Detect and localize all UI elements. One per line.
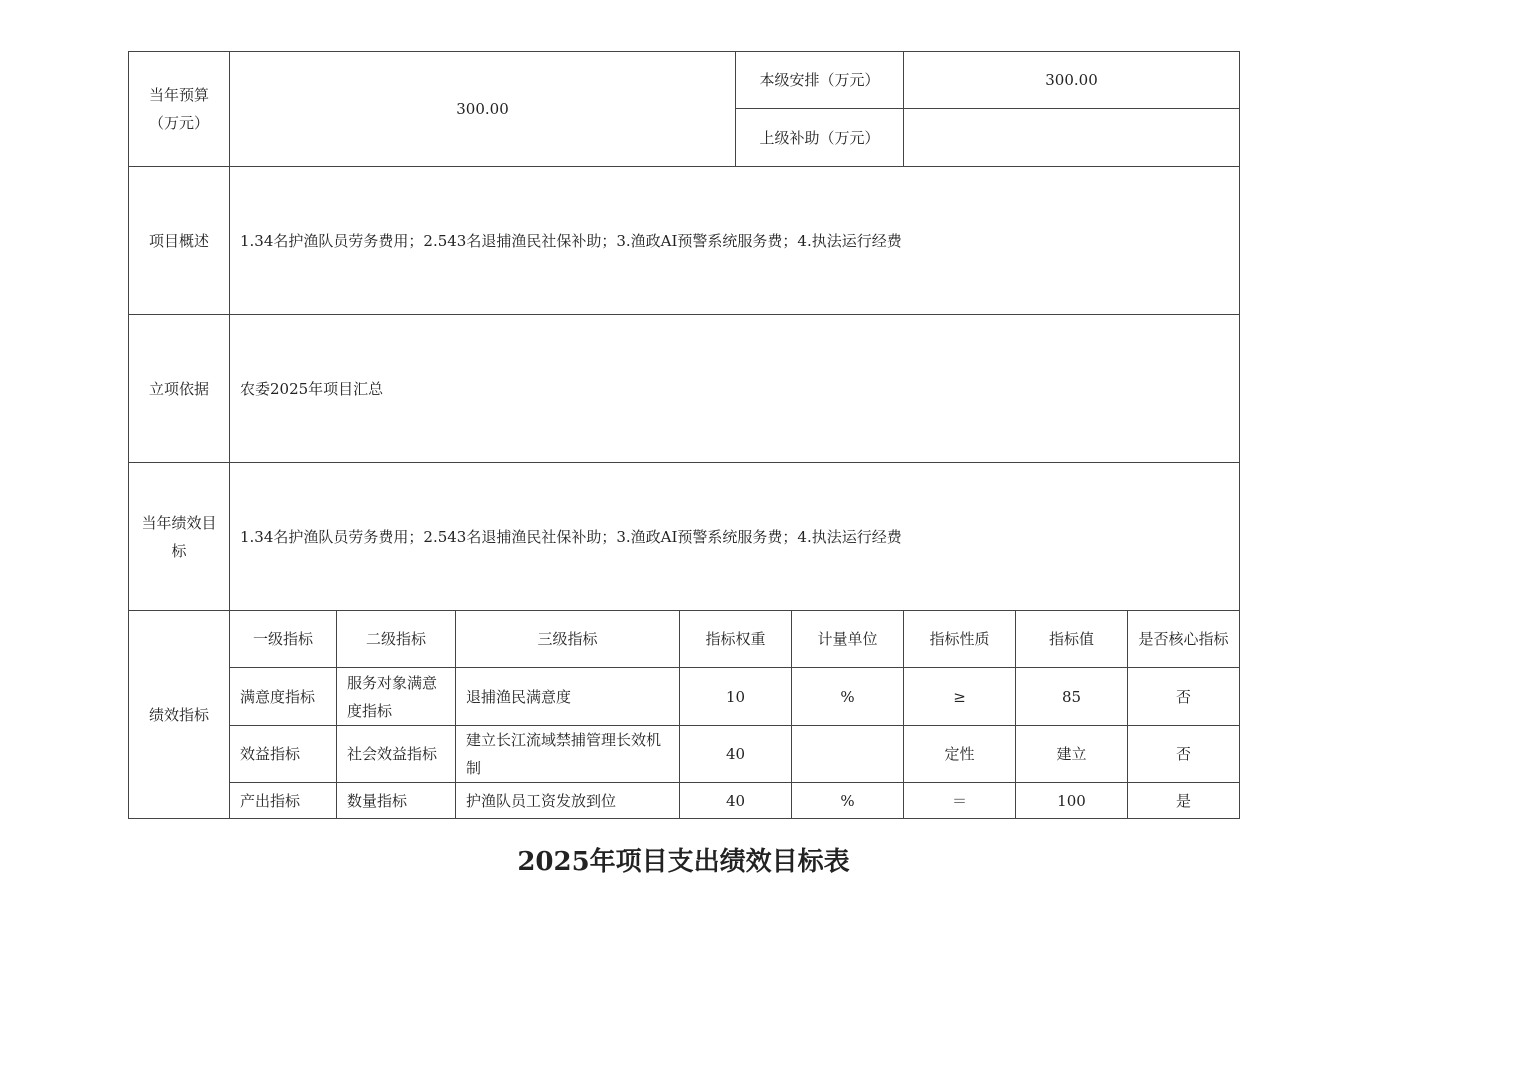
local-arrangement-value: 300.00 xyxy=(904,52,1240,109)
weight-cell: 40 xyxy=(680,783,792,819)
nature-cell: ≥ xyxy=(904,668,1016,726)
value-cell: 100 xyxy=(1016,783,1128,819)
header-nature: 指标性质 xyxy=(904,611,1016,668)
unit-cell: % xyxy=(792,668,904,726)
level2-cell: 社会效益指标 xyxy=(337,726,456,783)
indicators-label: 绩效指标 xyxy=(129,611,230,819)
goal-text: 1.34名护渔队员劳务费用；2.543名退捕渔民社保补助；3.渔政AI预警系统服务费；4.执法运行经费 xyxy=(230,463,1240,611)
page-title: 2025年项目支出绩效目标表 xyxy=(517,847,850,877)
budget-label: 当年预算（万元） xyxy=(129,52,230,167)
overview-label: 项目概述 xyxy=(129,167,230,315)
level3-cell: 护渔队员工资发放到位 xyxy=(456,783,680,819)
local-arrangement-label: 本级安排（万元） xyxy=(736,52,904,109)
unit-cell: % xyxy=(792,783,904,819)
budget-total-value: 300.00 xyxy=(230,52,736,167)
superior-subsidy-label: 上级补助（万元） xyxy=(736,109,904,167)
nature-cell: 定性 xyxy=(904,726,1016,783)
level1-cell: 效益指标 xyxy=(230,726,337,783)
overview-text: 1.34名护渔队员劳务费用；2.543名退捕渔民社保补助；3.渔政AI预警系统服务费；4.执法运行经费 xyxy=(230,167,1240,315)
header-weight: 指标权重 xyxy=(680,611,792,668)
level2-cell: 数量指标 xyxy=(337,783,456,819)
value-cell: 85 xyxy=(1016,668,1128,726)
header-level1: 一级指标 xyxy=(230,611,337,668)
core-cell: 否 xyxy=(1128,668,1240,726)
level1-cell: 满意度指标 xyxy=(230,668,337,726)
header-core: 是否核心指标 xyxy=(1128,611,1240,668)
value-cell: 建立 xyxy=(1016,726,1128,783)
level1-cell: 产出指标 xyxy=(230,783,337,819)
header-level2: 二级指标 xyxy=(337,611,456,668)
core-cell: 是 xyxy=(1128,783,1240,819)
performance-target-table xyxy=(128,51,1240,819)
level3-cell: 退捕渔民满意度 xyxy=(456,668,680,726)
weight-cell: 10 xyxy=(680,668,792,726)
table-row xyxy=(129,668,1240,726)
level3-cell: 建立长江流域禁捕管理长效机制 xyxy=(456,726,680,783)
core-cell: 否 xyxy=(1128,726,1240,783)
header-level3: 三级指标 xyxy=(456,611,680,668)
header-unit: 计量单位 xyxy=(792,611,904,668)
basis-text: 农委2025年项目汇总 xyxy=(230,315,1240,463)
table-row xyxy=(129,726,1240,783)
level2-cell: 服务对象满意度指标 xyxy=(337,668,456,726)
weight-cell: 40 xyxy=(680,726,792,783)
goal-label: 当年绩效目标 xyxy=(129,463,230,611)
unit-cell xyxy=(792,726,904,783)
basis-label: 立项依据 xyxy=(129,315,230,463)
superior-subsidy-value xyxy=(904,109,1240,167)
nature-cell: ＝ xyxy=(904,783,1016,819)
table-row xyxy=(129,783,1240,819)
header-value: 指标值 xyxy=(1016,611,1128,668)
